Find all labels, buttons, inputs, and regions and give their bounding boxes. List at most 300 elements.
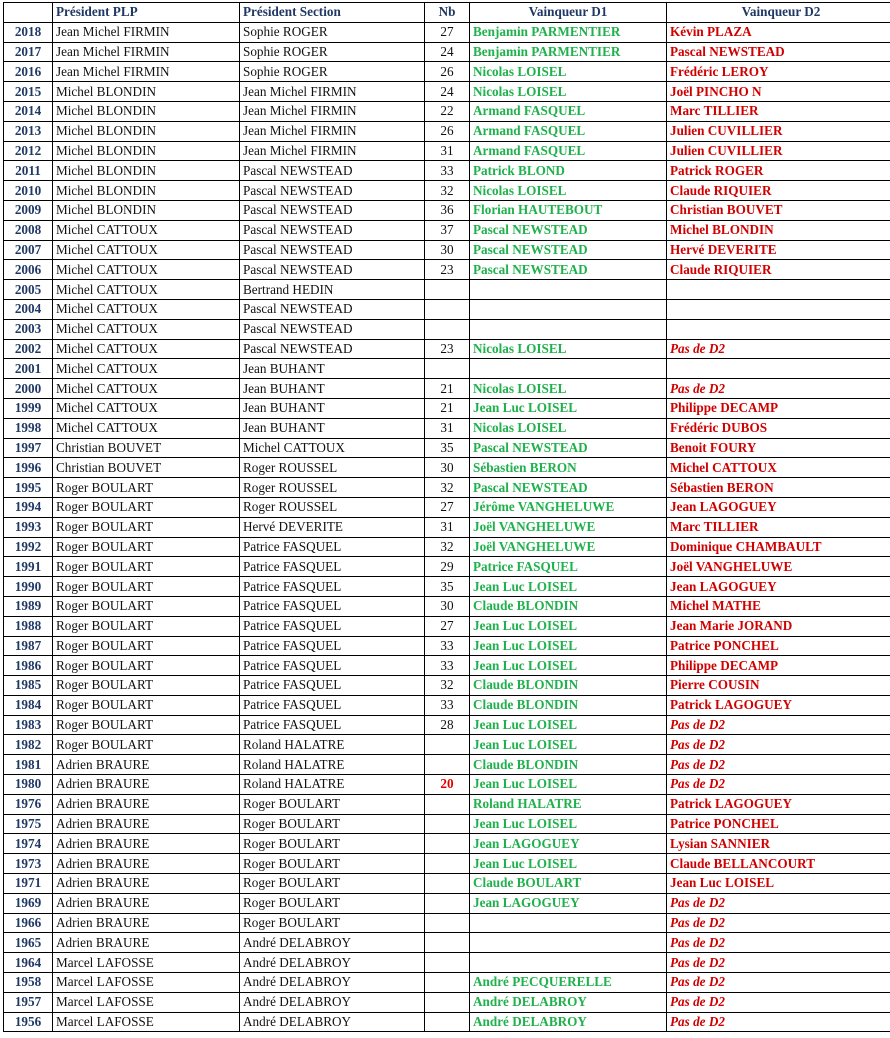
president-plp-cell: Roger BOULART: [53, 596, 240, 616]
winner-d2-cell: Pas de D2: [667, 933, 890, 953]
winner-d1-cell: [470, 913, 667, 933]
year-cell: 1975: [4, 814, 53, 834]
president-plp-cell: Jean Michel FIRMIN: [53, 42, 240, 62]
president-plp-cell: Michel CATTOUX: [53, 260, 240, 280]
winner-d1-cell: Jean Luc LOISEL: [470, 616, 667, 636]
president-plp-cell: Adrien BRAURE: [53, 794, 240, 814]
president-section-cell: Roger BOULART: [240, 854, 425, 874]
table-row: [4, 933, 890, 953]
nb-cell: 29: [425, 557, 470, 577]
nb-cell: [425, 794, 470, 814]
table-row: [4, 834, 890, 854]
president-section-cell: Patrice FASQUEL: [240, 636, 425, 656]
president-plp-cell: Marcel LAFOSSE: [53, 1012, 240, 1032]
table-row: [4, 775, 890, 795]
year-cell: 1986: [4, 656, 53, 676]
year-cell: 1976: [4, 794, 53, 814]
table-row: [4, 517, 890, 537]
president-plp-cell: Michel CATTOUX: [53, 418, 240, 438]
president-section-cell: Patrice FASQUEL: [240, 577, 425, 597]
winner-d2-cell: Patrick LAGOGUEY: [667, 794, 890, 814]
year-cell: 1958: [4, 973, 53, 993]
president-plp-cell: Adrien BRAURE: [53, 814, 240, 834]
winner-d2-cell: Pas de D2: [667, 953, 890, 973]
nb-cell: 30: [425, 596, 470, 616]
president-section-cell: Sophie ROGER: [240, 62, 425, 82]
table-row: [4, 101, 890, 121]
nb-cell: 31: [425, 418, 470, 438]
nb-cell: 31: [425, 517, 470, 537]
president-plp-cell: Michel CATTOUX: [53, 379, 240, 399]
president-section-cell: Sophie ROGER: [240, 22, 425, 42]
president-plp-cell: Adrien BRAURE: [53, 913, 240, 933]
winner-d1-cell: Pascal NEWSTEAD: [470, 438, 667, 458]
winner-d2-cell: Lysian SANNIER: [667, 834, 890, 854]
nb-cell: [425, 893, 470, 913]
president-plp-cell: Michel CATTOUX: [53, 299, 240, 319]
year-cell: 1984: [4, 695, 53, 715]
nb-cell: 30: [425, 240, 470, 260]
winner-d2-cell: Patrice PONCHEL: [667, 814, 890, 834]
winner-d2-cell: Christian BOUVET: [667, 200, 890, 220]
president-plp-cell: Michel BLONDIN: [53, 200, 240, 220]
president-plp-cell: Marcel LAFOSSE: [53, 953, 240, 973]
nb-cell: 21: [425, 398, 470, 418]
table-row: [4, 240, 890, 260]
year-cell: 1994: [4, 497, 53, 517]
president-plp-cell: Roger BOULART: [53, 517, 240, 537]
president-plp-cell: Michel BLONDIN: [53, 141, 240, 161]
winner-d2-cell: Philippe DECAMP: [667, 656, 890, 676]
nb-cell: 20: [425, 775, 470, 795]
year-cell: 2005: [4, 280, 53, 300]
header-year: [4, 3, 53, 23]
president-section-cell: Jean BUHANT: [240, 418, 425, 438]
winner-d1-cell: Armand FASQUEL: [470, 121, 667, 141]
nb-cell: 23: [425, 260, 470, 280]
president-section-cell: André DELABROY: [240, 992, 425, 1012]
nb-cell: 31: [425, 141, 470, 161]
president-plp-cell: Christian BOUVET: [53, 458, 240, 478]
president-section-cell: Jean BUHANT: [240, 359, 425, 379]
year-cell: 2001: [4, 359, 53, 379]
header-president-section: Président Section: [240, 3, 425, 23]
president-plp-cell: Michel BLONDIN: [53, 181, 240, 201]
nb-cell: 27: [425, 616, 470, 636]
year-cell: 2000: [4, 379, 53, 399]
nb-cell: 23: [425, 339, 470, 359]
nb-cell: 33: [425, 695, 470, 715]
winner-d2-cell: Dominique CHAMBAULT: [667, 537, 890, 557]
president-plp-cell: Roger BOULART: [53, 656, 240, 676]
president-section-cell: Pascal NEWSTEAD: [240, 319, 425, 339]
year-cell: 1985: [4, 676, 53, 696]
president-plp-cell: Jean Michel FIRMIN: [53, 62, 240, 82]
nb-cell: 35: [425, 577, 470, 597]
table-row: [4, 200, 890, 220]
winner-d1-cell: Nicolas LOISEL: [470, 82, 667, 102]
nb-cell: 33: [425, 636, 470, 656]
winner-d2-cell: Frédéric LEROY: [667, 62, 890, 82]
year-cell: 2006: [4, 260, 53, 280]
year-cell: 1990: [4, 577, 53, 597]
table-row: [4, 319, 890, 339]
winner-d2-cell: Michel CATTOUX: [667, 458, 890, 478]
president-plp-cell: Adrien BRAURE: [53, 893, 240, 913]
nb-cell: [425, 280, 470, 300]
header-nb: Nb: [425, 3, 470, 23]
table-row: [4, 814, 890, 834]
year-cell: 2016: [4, 62, 53, 82]
winner-d2-cell: Patrick LAGOGUEY: [667, 695, 890, 715]
winner-d2-cell: Jean LAGOGUEY: [667, 577, 890, 597]
winner-d1-cell: [470, 359, 667, 379]
table-row: [4, 181, 890, 201]
winner-d2-cell: Philippe DECAMP: [667, 398, 890, 418]
president-plp-cell: Adrien BRAURE: [53, 775, 240, 795]
header-winner-d2: Vainqueur D2: [667, 3, 890, 23]
winner-d2-cell: Marc TILLIER: [667, 101, 890, 121]
winner-d1-cell: Claude BLONDIN: [470, 695, 667, 715]
winner-d1-cell: Nicolas LOISEL: [470, 339, 667, 359]
president-section-cell: Roger BOULART: [240, 893, 425, 913]
nb-cell: [425, 755, 470, 775]
winner-d2-cell: Pas de D2: [667, 1012, 890, 1032]
winner-d1-cell: Nicolas LOISEL: [470, 181, 667, 201]
nb-cell: [425, 992, 470, 1012]
year-cell: 1965: [4, 933, 53, 953]
nb-cell: 27: [425, 497, 470, 517]
winner-d2-cell: Claude RIQUIER: [667, 260, 890, 280]
winner-d2-cell: Marc TILLIER: [667, 517, 890, 537]
winner-d2-cell: Michel BLONDIN: [667, 220, 890, 240]
table-body: [4, 22, 890, 1032]
nb-cell: 22: [425, 101, 470, 121]
president-plp-cell: Roger BOULART: [53, 676, 240, 696]
president-plp-cell: Christian BOUVET: [53, 438, 240, 458]
nb-cell: [425, 299, 470, 319]
president-plp-cell: Michel BLONDIN: [53, 121, 240, 141]
table-row: [4, 596, 890, 616]
year-cell: 2003: [4, 319, 53, 339]
year-cell: 2018: [4, 22, 53, 42]
nb-cell: [425, 359, 470, 379]
winner-d1-cell: Jérôme VANGHELUWE: [470, 497, 667, 517]
president-plp-cell: Marcel LAFOSSE: [53, 992, 240, 1012]
year-cell: 1989: [4, 596, 53, 616]
year-cell: 1987: [4, 636, 53, 656]
president-section-cell: Roger BOULART: [240, 874, 425, 894]
table-row: [4, 794, 890, 814]
winner-d1-cell: [470, 319, 667, 339]
president-section-cell: Hervé DEVERITE: [240, 517, 425, 537]
winner-d2-cell: Pas de D2: [667, 735, 890, 755]
winner-d2-cell: [667, 359, 890, 379]
table-row: [4, 161, 890, 181]
year-cell: 1996: [4, 458, 53, 478]
winner-d1-cell: Claude BOULART: [470, 874, 667, 894]
winner-d2-cell: Joël VANGHELUWE: [667, 557, 890, 577]
president-section-cell: Pascal NEWSTEAD: [240, 161, 425, 181]
winner-d1-cell: Claude BLONDIN: [470, 755, 667, 775]
year-cell: 2010: [4, 181, 53, 201]
year-cell: 1988: [4, 616, 53, 636]
nb-cell: 32: [425, 537, 470, 557]
winner-d2-cell: Julien CUVILLIER: [667, 121, 890, 141]
president-section-cell: Roger ROUSSEL: [240, 458, 425, 478]
table-row: [4, 616, 890, 636]
president-section-cell: Jean Michel FIRMIN: [240, 121, 425, 141]
table-row: [4, 418, 890, 438]
winner-d2-cell: Pascal NEWSTEAD: [667, 42, 890, 62]
president-section-cell: Roland HALATRE: [240, 755, 425, 775]
year-cell: 2007: [4, 240, 53, 260]
year-cell: 2002: [4, 339, 53, 359]
president-section-cell: Patrice FASQUEL: [240, 557, 425, 577]
header-president-plp: Président PLP: [53, 3, 240, 23]
table-row: [4, 537, 890, 557]
table-row: [4, 577, 890, 597]
president-section-cell: Jean BUHANT: [240, 398, 425, 418]
nb-cell: [425, 874, 470, 894]
year-cell: 1956: [4, 1012, 53, 1032]
winner-d1-cell: Claude BLONDIN: [470, 676, 667, 696]
winner-d2-cell: [667, 299, 890, 319]
president-section-cell: Roland HALATRE: [240, 735, 425, 755]
year-cell: 1964: [4, 953, 53, 973]
winner-d1-cell: [470, 933, 667, 953]
winner-d2-cell: Pas de D2: [667, 339, 890, 359]
winner-d1-cell: Pascal NEWSTEAD: [470, 478, 667, 498]
winner-d1-cell: Jean Luc LOISEL: [470, 656, 667, 676]
winner-d1-cell: Nicolas LOISEL: [470, 62, 667, 82]
president-section-cell: Jean Michel FIRMIN: [240, 101, 425, 121]
nb-cell: 28: [425, 715, 470, 735]
president-section-cell: Pascal NEWSTEAD: [240, 220, 425, 240]
winner-d1-cell: Joël VANGHELUWE: [470, 517, 667, 537]
nb-cell: [425, 933, 470, 953]
nb-cell: [425, 814, 470, 834]
table-row: [4, 636, 890, 656]
winner-d2-cell: Pas de D2: [667, 973, 890, 993]
nb-cell: 24: [425, 42, 470, 62]
year-cell: 2009: [4, 200, 53, 220]
president-plp-cell: Michel CATTOUX: [53, 359, 240, 379]
president-section-cell: Sophie ROGER: [240, 42, 425, 62]
year-cell: 2015: [4, 82, 53, 102]
president-section-cell: Jean Michel FIRMIN: [240, 141, 425, 161]
table-row: [4, 299, 890, 319]
president-section-cell: Michel CATTOUX: [240, 438, 425, 458]
year-cell: 2013: [4, 121, 53, 141]
nb-cell: 21: [425, 379, 470, 399]
president-plp-cell: Roger BOULART: [53, 636, 240, 656]
president-section-cell: Roger ROUSSEL: [240, 478, 425, 498]
winner-d1-cell: Pascal NEWSTEAD: [470, 240, 667, 260]
table-row: [4, 220, 890, 240]
header-winner-d1: Vainqueur D1: [470, 3, 667, 23]
president-section-cell: Patrice FASQUEL: [240, 656, 425, 676]
president-section-cell: Patrice FASQUEL: [240, 616, 425, 636]
president-plp-cell: Marcel LAFOSSE: [53, 973, 240, 993]
president-plp-cell: Jean Michel FIRMIN: [53, 22, 240, 42]
president-plp-cell: Michel BLONDIN: [53, 161, 240, 181]
president-plp-cell: Michel CATTOUX: [53, 220, 240, 240]
table-row: [4, 62, 890, 82]
winner-d2-cell: Claude BELLANCOURT: [667, 854, 890, 874]
winner-d2-cell: Frédéric DUBOS: [667, 418, 890, 438]
year-cell: 1973: [4, 854, 53, 874]
president-section-cell: Roger BOULART: [240, 794, 425, 814]
president-section-cell: Pascal NEWSTEAD: [240, 200, 425, 220]
president-plp-cell: Adrien BRAURE: [53, 854, 240, 874]
president-section-cell: Roger BOULART: [240, 913, 425, 933]
table-row: [4, 398, 890, 418]
year-cell: 1957: [4, 992, 53, 1012]
president-plp-cell: Adrien BRAURE: [53, 755, 240, 775]
table-row: [4, 458, 890, 478]
nb-cell: [425, 834, 470, 854]
winner-d1-cell: Sébastien BERON: [470, 458, 667, 478]
nb-cell: 32: [425, 181, 470, 201]
winner-d1-cell: [470, 953, 667, 973]
winner-d1-cell: Jean Luc LOISEL: [470, 735, 667, 755]
winner-d2-cell: Pas de D2: [667, 715, 890, 735]
president-section-cell: Patrice FASQUEL: [240, 596, 425, 616]
year-cell: 1980: [4, 775, 53, 795]
nb-cell: 26: [425, 121, 470, 141]
president-section-cell: André DELABROY: [240, 1012, 425, 1032]
president-section-cell: Roger BOULART: [240, 834, 425, 854]
nb-cell: 37: [425, 220, 470, 240]
winner-d2-cell: Michel MATHE: [667, 596, 890, 616]
president-plp-cell: Michel CATTOUX: [53, 319, 240, 339]
winner-d1-cell: Benjamin PARMENTIER: [470, 42, 667, 62]
nb-cell: [425, 1012, 470, 1032]
winner-d2-cell: Pas de D2: [667, 992, 890, 1012]
winner-d1-cell: Jean Luc LOISEL: [470, 577, 667, 597]
winner-d2-cell: Jean Luc LOISEL: [667, 874, 890, 894]
year-cell: 2017: [4, 42, 53, 62]
table-row: [4, 913, 890, 933]
year-cell: 1969: [4, 893, 53, 913]
winner-d2-cell: Kévin PLAZA: [667, 22, 890, 42]
president-section-cell: Patrice FASQUEL: [240, 695, 425, 715]
year-cell: 1974: [4, 834, 53, 854]
winner-d2-cell: Pas de D2: [667, 775, 890, 795]
table-row: [4, 992, 890, 1012]
table-row: [4, 141, 890, 161]
year-cell: 2004: [4, 299, 53, 319]
president-section-cell: Patrice FASQUEL: [240, 537, 425, 557]
nb-cell: [425, 953, 470, 973]
winner-d1-cell: Roland HALATRE: [470, 794, 667, 814]
nb-cell: 36: [425, 200, 470, 220]
year-cell: 1991: [4, 557, 53, 577]
table-row: [4, 438, 890, 458]
table-row: [4, 557, 890, 577]
president-section-cell: Pascal NEWSTEAD: [240, 240, 425, 260]
winner-d1-cell: André DELABROY: [470, 992, 667, 1012]
winner-d2-cell: Patrick ROGER: [667, 161, 890, 181]
winner-d2-cell: Hervé DEVERITE: [667, 240, 890, 260]
table-row: [4, 379, 890, 399]
table-row: [4, 497, 890, 517]
table-row: [4, 121, 890, 141]
winner-d2-cell: [667, 280, 890, 300]
table-row: [4, 478, 890, 498]
table-row: [4, 260, 890, 280]
table-row: [4, 82, 890, 102]
winner-d1-cell: Florian HAUTEBOUT: [470, 200, 667, 220]
president-section-cell: Pascal NEWSTEAD: [240, 181, 425, 201]
year-cell: 1981: [4, 755, 53, 775]
winner-d2-cell: Pas de D2: [667, 755, 890, 775]
nb-cell: 30: [425, 458, 470, 478]
table-row: [4, 715, 890, 735]
president-plp-cell: Michel CATTOUX: [53, 280, 240, 300]
winner-d1-cell: André PECQUERELLE: [470, 973, 667, 993]
year-cell: 2012: [4, 141, 53, 161]
table-row: [4, 874, 890, 894]
president-section-cell: Roger BOULART: [240, 814, 425, 834]
year-cell: 1999: [4, 398, 53, 418]
winner-d1-cell: Jean LAGOGUEY: [470, 834, 667, 854]
winner-d1-cell: Patrick BLOND: [470, 161, 667, 181]
table-row: [4, 854, 890, 874]
president-section-cell: Bertrand HEDIN: [240, 280, 425, 300]
nb-cell: 32: [425, 676, 470, 696]
winner-d1-cell: Claude BLONDIN: [470, 596, 667, 616]
winner-d1-cell: [470, 280, 667, 300]
winner-d1-cell: Jean Luc LOISEL: [470, 715, 667, 735]
winner-d1-cell: Jean Luc LOISEL: [470, 814, 667, 834]
winner-d1-cell: Benjamin PARMENTIER: [470, 22, 667, 42]
table-row: [4, 42, 890, 62]
winner-d2-cell: Claude RIQUIER: [667, 181, 890, 201]
year-cell: 1971: [4, 874, 53, 894]
president-section-cell: André DELABROY: [240, 953, 425, 973]
winner-d2-cell: Jean LAGOGUEY: [667, 497, 890, 517]
nb-cell: 33: [425, 161, 470, 181]
winner-d2-cell: Jean Marie JORAND: [667, 616, 890, 636]
president-plp-cell: Michel BLONDIN: [53, 82, 240, 102]
nb-cell: [425, 735, 470, 755]
year-cell: 1993: [4, 517, 53, 537]
president-section-cell: Patrice FASQUEL: [240, 676, 425, 696]
year-cell: 1998: [4, 418, 53, 438]
president-plp-cell: Roger BOULART: [53, 497, 240, 517]
winner-d2-cell: Joël PINCHO N: [667, 82, 890, 102]
president-plp-cell: Roger BOULART: [53, 695, 240, 715]
winner-d2-cell: Pas de D2: [667, 379, 890, 399]
president-plp-cell: Roger BOULART: [53, 715, 240, 735]
table-row: [4, 280, 890, 300]
president-section-cell: André DELABROY: [240, 933, 425, 953]
nb-cell: 26: [425, 62, 470, 82]
nb-cell: 24: [425, 82, 470, 102]
year-cell: 2008: [4, 220, 53, 240]
table-row: [4, 339, 890, 359]
winner-d2-cell: Benoit FOURY: [667, 438, 890, 458]
winner-d2-cell: Pas de D2: [667, 913, 890, 933]
winner-d1-cell: Jean Luc LOISEL: [470, 398, 667, 418]
nb-cell: 32: [425, 478, 470, 498]
president-section-cell: Pascal NEWSTEAD: [240, 299, 425, 319]
president-plp-cell: Adrien BRAURE: [53, 933, 240, 953]
president-section-cell: Pascal NEWSTEAD: [240, 339, 425, 359]
president-plp-cell: Adrien BRAURE: [53, 834, 240, 854]
